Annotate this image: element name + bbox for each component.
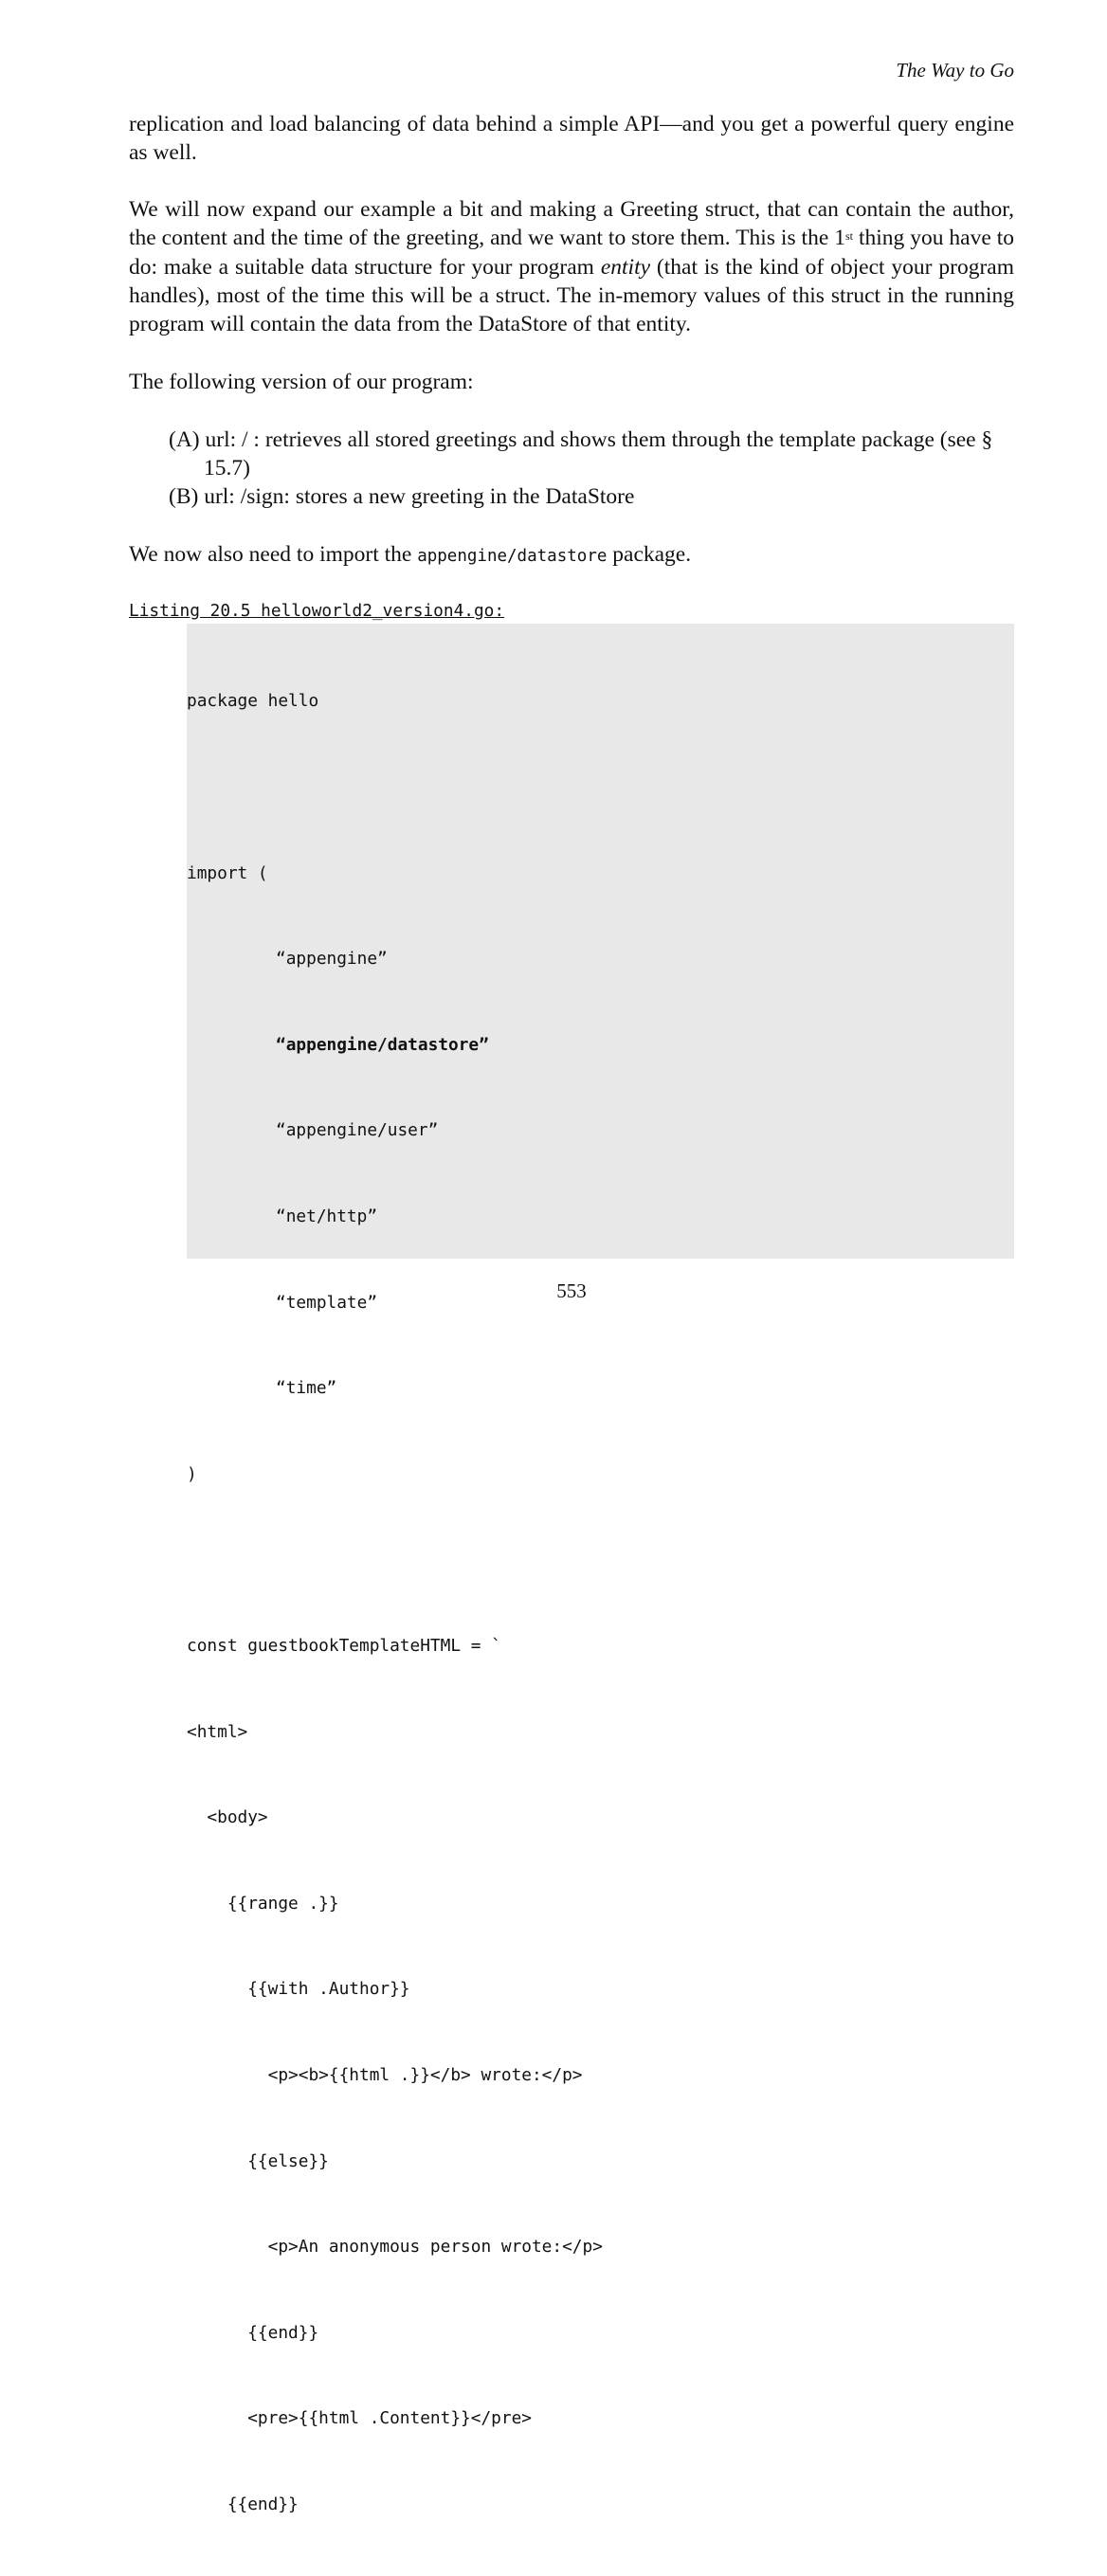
code-line: “appengine/user” (276, 1120, 439, 1141)
text: (that is the kind of object your program handles), most of the time this will be a struct. The in-memory values of this struct in the running program will contain the data from the DataStore of that entity. (129, 254, 1014, 337)
list-marker: (A) (169, 427, 200, 452)
code-line (187, 1546, 603, 1574)
code-line: <pre>{{html .Content}}</pre> (187, 2408, 532, 2429)
code-line: <p>An anonymous person wrote:</p> (187, 2237, 603, 2258)
list-item-b (169, 482, 1014, 511)
code-line-highlighted: “appengine/datastore” (276, 1034, 489, 1055)
list-text: url: /sign: stores a new greeting in the DataStore (204, 484, 635, 509)
code-line: import ( (187, 862, 268, 883)
code-lines (187, 630, 603, 2576)
code-line: <p><b>{{html .}}</b> wrote:</p> (187, 2064, 583, 2085)
paragraph-replication: replication and load balancing of data behind a simple API—and you get a powerful query engine as well. (129, 112, 1014, 166)
code-line: {{end}} (187, 2494, 299, 2514)
code-line: “appengine” (276, 949, 388, 970)
paragraph-greeting-struct (129, 195, 1014, 338)
listing-caption: Listing 20.5 helloworld2_version4.go: (129, 601, 505, 621)
code-line: {{range .}} (187, 1893, 339, 1914)
code-line: <html> (187, 1721, 248, 1742)
text: We will now expand our example a bit and making a Greeting struct, that can contain the author, the content and the time of the greeting, and we want to store them. This is the 1 (129, 197, 1014, 251)
inline-code: appengine/datastore (417, 547, 608, 566)
text: thing you have to do: make a suitable data structure for your program (129, 226, 1014, 280)
code-line: “net/http” (276, 1206, 378, 1226)
text: package. (607, 542, 692, 567)
superscript: st (844, 229, 853, 244)
list-text-continued: 15.7) (204, 456, 250, 481)
code-line: {{else}} (187, 2150, 329, 2171)
code-line: const guestbookTemplateHTML = ` (187, 1635, 501, 1656)
code-line: “time” (276, 1378, 337, 1399)
paragraph-following-version: The following version of our program: (129, 370, 474, 394)
code-line: package hello (187, 691, 319, 712)
list-marker: (B) (169, 484, 199, 509)
code-line: ) (187, 1463, 197, 1484)
list-text: url: / : retrieves all stored greetings and shows them through the template package (see § (205, 427, 993, 452)
text: We now also need to import the (129, 542, 418, 567)
emphasis: entity (600, 254, 651, 280)
paragraph-import-datastore (129, 540, 1014, 571)
code-line: <body> (187, 1807, 268, 1828)
page-number: 553 (556, 1279, 587, 1302)
code-line: {{with .Author}} (187, 1979, 410, 2000)
code-line (187, 773, 603, 802)
code-line: {{end}} (187, 2322, 319, 2343)
list-item-a (169, 426, 1014, 483)
running-header: The Way to Go (896, 59, 1014, 82)
code-line: “template” (276, 1292, 378, 1313)
